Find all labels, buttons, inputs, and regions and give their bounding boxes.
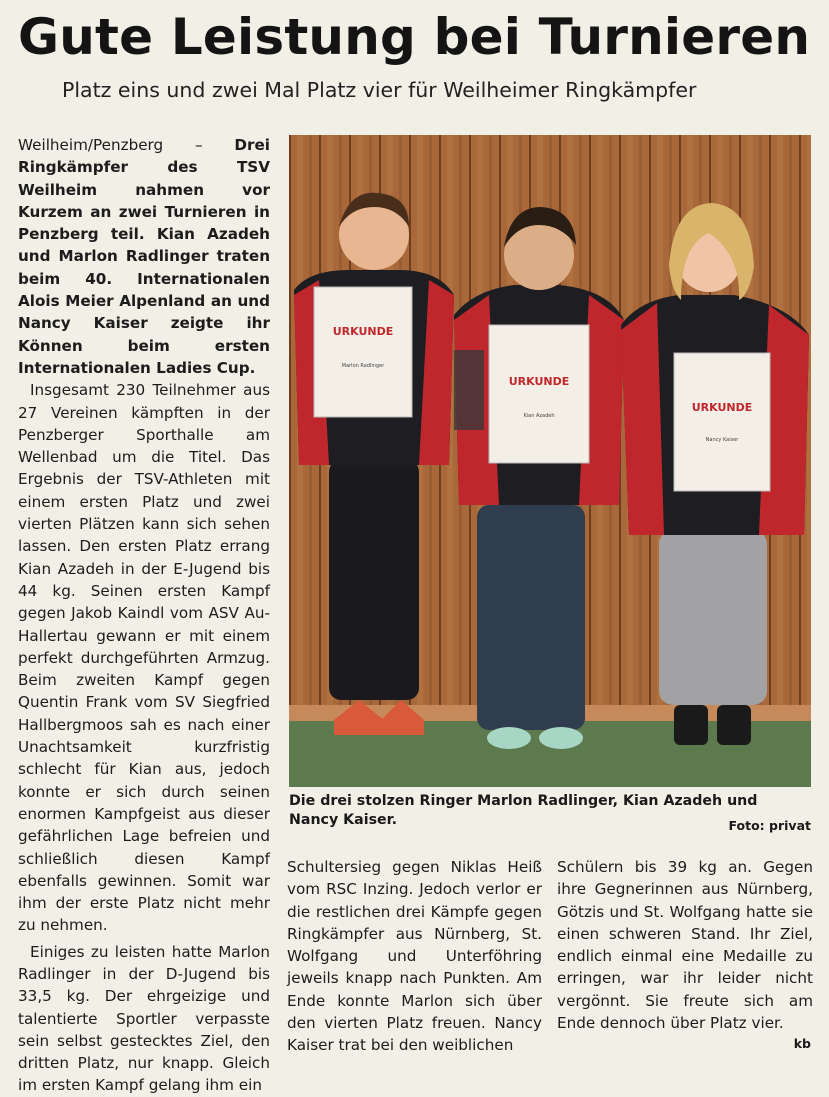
photo-caption: Die drei stolzen Ringer Marlon Radlinger, Kian Azadeh und Nancy Kaiser. bbox=[289, 793, 758, 828]
article-column-2 bbox=[287, 856, 542, 1057]
lead-text: Drei Ringkämpfer des TSV Weilheim nahmen vor Kurzem an zwei Turnieren in Penzberg teil. Kian Azadeh und Marlon Radlinger traten beim 40. Internationalen Alois Meier Alpenland an und Nancy Kaiser zeigte ihr Können beim ersten Internationalen Ladies Cup. bbox=[18, 136, 270, 377]
dateline: Weilheim/Penzberg bbox=[18, 136, 164, 154]
dateline-dash: – bbox=[163, 136, 235, 154]
column-2-text: Schultersieg gegen Niklas Heiß vom RSC Inzing. Jedoch verlor er die restlichen drei Kämpfe gegen Ringkämpfer aus Nürnberg, St. Wolfgang und Unterföhring jeweils knapp nach Punkten. Am Ende konnte Marlon sich über den vierten Platz freuen. Nancy Kaiser trat bei den weiblichen bbox=[287, 858, 542, 1055]
article-column-1 bbox=[18, 134, 270, 1097]
column-3-text: Schülern bis 39 kg an. Gegen ihre Gegnerinnen aus Nürnberg, Götzis und St. Wolfgang hatte sie einen schweren Stand. Ihr Ziel, endlich einmal eine Medaille zu erringen, war ihr leider nicht vergönnt. Sie freute sich am Ende dennoch über Platz vier. bbox=[557, 858, 813, 1033]
article-photo bbox=[289, 135, 811, 787]
lead-paragraph bbox=[18, 134, 270, 379]
certificate-title-2: URKUNDE bbox=[508, 375, 570, 388]
body-paragraph-1: Insgesamt 230 Teilnehmer aus 27 Vereinen kämpften in der Penzberger Sporthalle am Wellenbad um die Titel. Das Ergebnis der TSV-Athleten mit einem ersten Platz und zwei vierten Plätzen kann sich sehen lassen. Den ersten Platz errang Kian Azadeh in der E-Jugend bis 44 kg. Seinen ersten Kampf gegen Jakob Kaindl vom ASV Au-Hallertau gewann er mit einem perfekt durchgeführten Armzug. Beim zweiten Kampf gegen Quentin Frank vom SV Siegfried Hallbergmoos sah es nach einer Unachtsamkeit kurzfristig schlecht für Kian aus, jedoch konnte er sich durch seinen enormen Kampfgeist aus dieser gefährlichen Lage befreien und schließlich diesen Kampf ebenfalls gewinnen. Somit war ihm der erste Platz nicht mehr zu nehmen. bbox=[18, 381, 270, 935]
body-paragraph-2: Einiges zu leisten hatte Marlon Radlinger in der D-Jugend bis 33,5 kg. Der ehrgeizige und talentierte Sportler verpasste sein selbst gestecktes Ziel, den dritten Platz, nur knapp. Gleich im ersten Kampf gelang ihm ein bbox=[18, 942, 270, 1095]
certificate-name-3: Nancy Kaiser bbox=[705, 437, 739, 443]
headline: Gute Leistung bei Turnieren bbox=[18, 8, 811, 66]
photo-credit: Foto: privat bbox=[728, 818, 811, 833]
certificate-title-1: URKUNDE bbox=[332, 325, 394, 338]
certificate-name-1: Marlon Radlinger bbox=[341, 363, 385, 369]
photo-illustration bbox=[289, 135, 811, 787]
author-initials: kb bbox=[793, 1036, 811, 1051]
article-column-3 bbox=[557, 856, 813, 1034]
subheadline: Platz eins und zwei Mal Platz vier für Weilheimer Ringkämpfer bbox=[62, 78, 697, 102]
certificate-title-3: URKUNDE bbox=[691, 401, 753, 414]
certificate-name-2: Kian Azadeh bbox=[523, 413, 555, 419]
